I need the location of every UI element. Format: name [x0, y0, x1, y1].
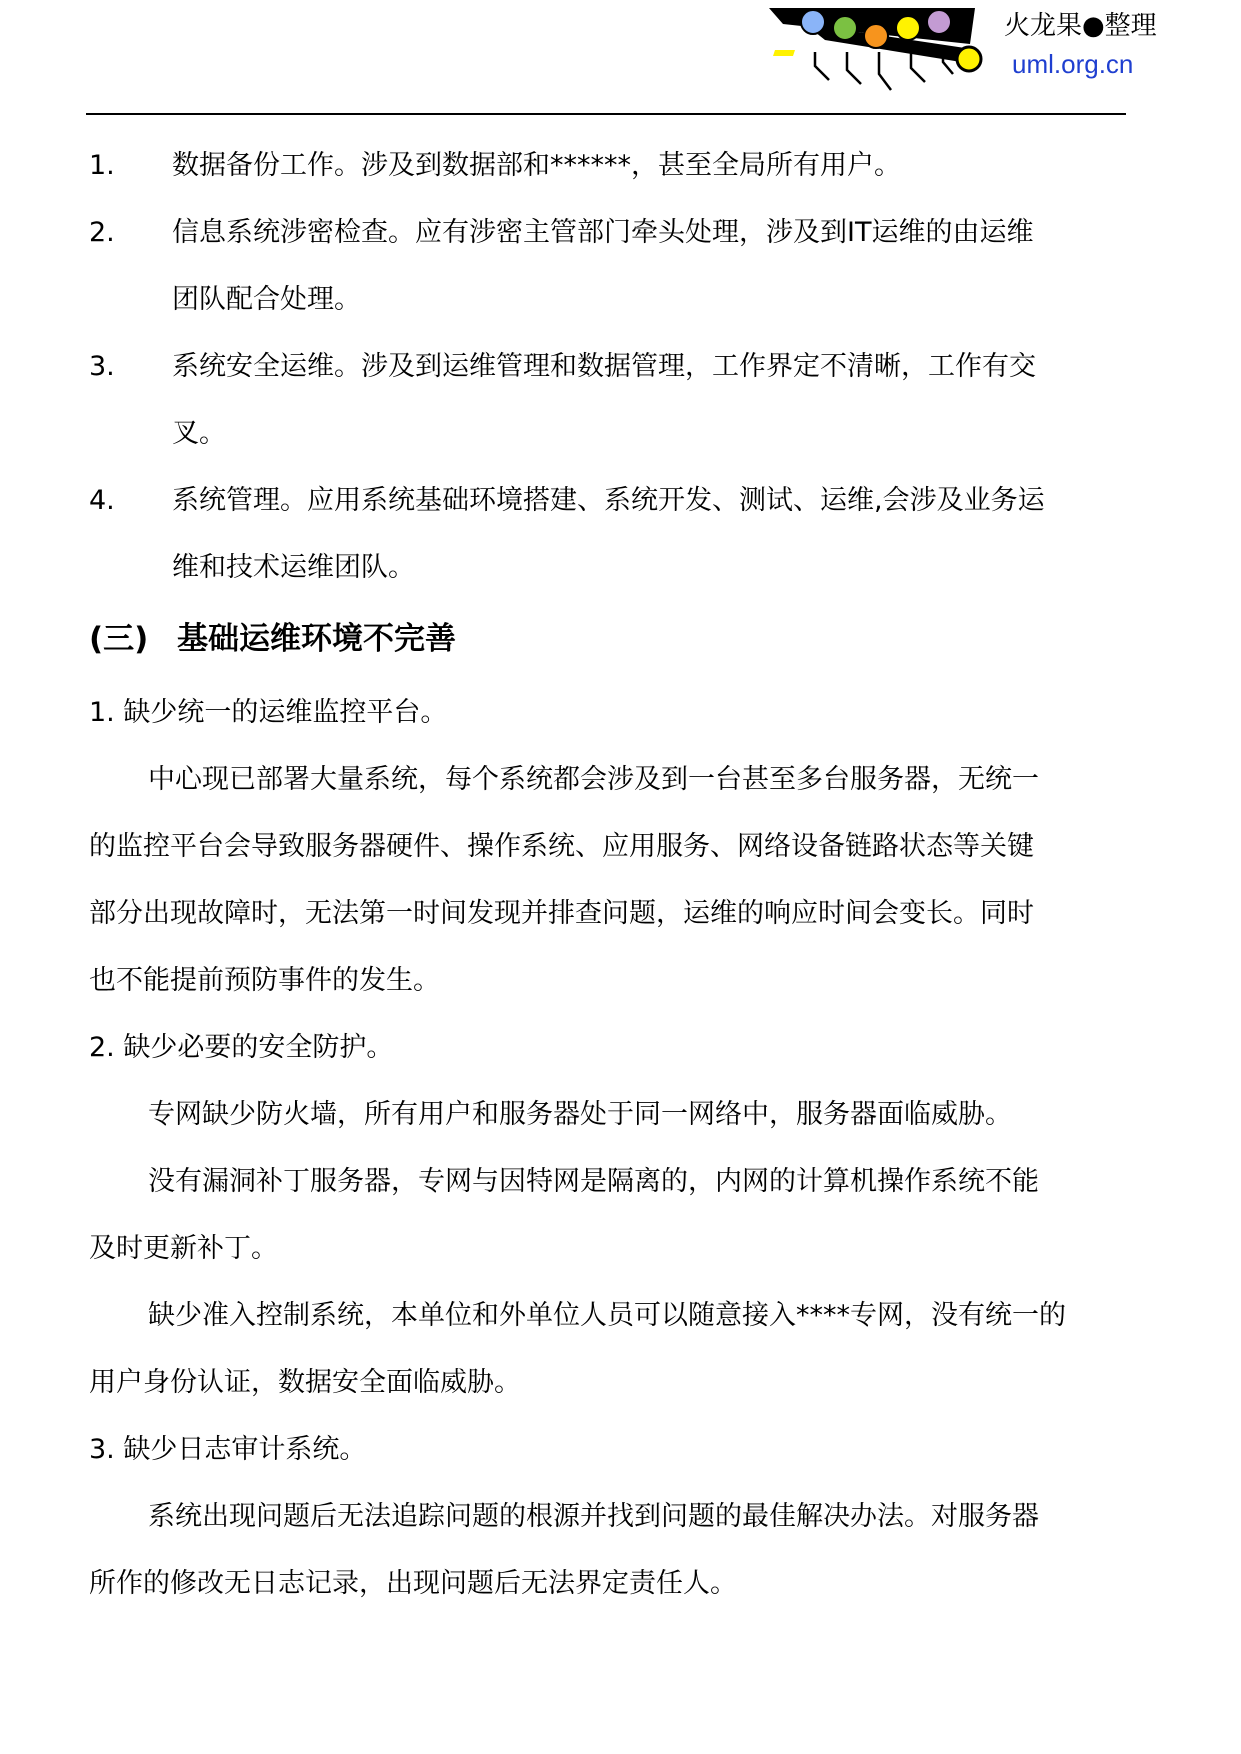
paragraph-line: 没有漏洞补丁服务器，专网与因特网是隔离的，内网的计算机操作系统不能: [148, 1166, 1039, 1197]
section-title: 基础运维环境不完善: [177, 621, 456, 657]
list-item-number: 1.: [89, 150, 115, 181]
list-item-text: 团队配合处理。: [172, 284, 361, 315]
list-item-text: 数据备份工作。涉及到数据部和******，甚至全局所有用户。: [172, 150, 901, 181]
paragraph-line: 所作的修改无日志记录，出现问题后无法界定责任人。: [89, 1568, 737, 1599]
paragraph-line: 用户身份认证，数据安全面临威胁。: [89, 1367, 521, 1398]
subsection-title: 1. 缺少统一的运维监控平台。: [89, 697, 448, 728]
list-item-text: 系统管理。应用系统基础环境搭建、系统开发、测试、运维,会涉及业务运: [172, 485, 1045, 516]
paragraph-line: 缺少准入控制系统，本单位和外单位人员可以随意接入****专网，没有统一的: [148, 1300, 1066, 1331]
paragraph-line: 也不能提前预防事件的发生。: [89, 965, 440, 996]
paragraph-line: 及时更新补丁。: [89, 1233, 278, 1264]
section-heading: [89, 617, 456, 661]
paragraph-line: 中心现已部署大量系统，每个系统都会涉及到一台甚至多台服务器，无统一: [148, 764, 1039, 795]
fire-dragon-fruit-logo: [765, 4, 985, 96]
subsection-title: 2. 缺少必要的安全防护。: [89, 1032, 394, 1063]
list-item-number: 3.: [89, 351, 115, 382]
list-item-number: 4.: [89, 485, 115, 516]
brand-name: 火龙果●整理: [1004, 11, 1157, 41]
list-item-text: 叉。: [172, 418, 226, 449]
list-item-text: 信息系统涉密检查。应有涉密主管部门牵头处理，涉及到IT运维的由运维: [172, 217, 1034, 248]
section-number: (三): [89, 621, 149, 657]
header-divider: [86, 113, 1126, 115]
paragraph-line: 部分出现故障时，无法第一时间发现并排查问题，运维的响应时间会变长。同时: [89, 898, 1034, 929]
list-item-text: 维和技术运维团队。: [172, 552, 415, 583]
paragraph-line: 系统出现问题后无法追踪问题的根源并找到问题的最佳解决办法。对服务器: [148, 1501, 1039, 1532]
list-item-text: 系统安全运维。涉及到运维管理和数据管理，工作界定不清晰，工作有交: [172, 351, 1036, 382]
paragraph-line: 专网缺少防火墙，所有用户和服务器处于同一网络中，服务器面临威胁。: [148, 1099, 1012, 1130]
paragraph-line: 的监控平台会导致服务器硬件、操作系统、应用服务、网络设备链路状态等关键: [89, 831, 1034, 862]
brand-url: uml.org.cn: [1012, 49, 1134, 79]
subsection-title: 3. 缺少日志审计系统。: [89, 1434, 367, 1465]
list-item-number: 2.: [89, 217, 115, 248]
